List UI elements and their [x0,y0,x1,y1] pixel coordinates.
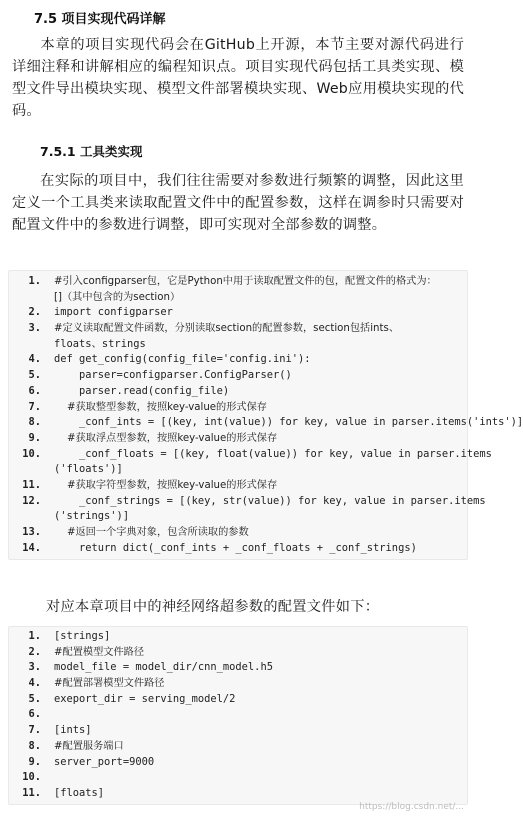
code-line [9,447,492,463]
subsection-heading: 7.5.1 工具类实现 [40,144,143,159]
intro-paragraph [12,34,464,122]
line-number: 12. [22,494,41,507]
code-line [9,290,467,306]
line-number: 3. [28,322,41,335]
code-line [9,525,467,541]
line-number: 4. [28,353,41,366]
code-line [9,645,467,661]
code-text: #获取字符型参数，按照key-value的形式保存 [54,479,278,491]
code-text: ('floats')] [54,463,123,476]
code-text: parser.read(config_file) [54,384,230,397]
code-text: #返回一个字典对象，包含所读取的参数 [54,527,249,538]
code-line [9,660,467,676]
code-line [9,692,467,708]
line-number: 6. [28,708,41,721]
code-line [9,274,467,290]
line-number: 3. [28,661,41,674]
config-intro-text: 对应本章项目中的神经网络超参数的配置文件如下： [46,599,380,615]
line-number: 5. [28,692,41,705]
config-reader-code-block [8,270,523,560]
code-line [9,676,467,692]
line-number: 6. [28,384,41,397]
line-number: 4. [28,677,41,690]
code-line [9,786,467,802]
code-line [9,707,467,723]
line-number: 13. [22,526,41,538]
code-line [9,462,467,478]
code-line [9,478,467,494]
code-text: exeport_dir = serving_model/2 [54,692,236,705]
tool-class-paragraph [12,170,464,236]
code-text: #引入configparser包，它是Python中用于读取配置文件的包，配置文件的格式为： [54,276,437,287]
code-line [9,400,467,416]
line-number: 11. [22,478,41,491]
line-number: 1. [28,630,41,642]
code-text: [ints] [54,724,92,737]
line-number: 14. [22,541,41,554]
code-text: floats、strings [54,337,146,350]
code-text: []（其中包含的为section） [54,291,181,303]
code-text: [floats] [54,786,105,799]
code-line [9,321,467,337]
code-text: #配置服务端口 [54,740,124,752]
code-line [9,509,467,525]
code-line [9,494,486,510]
code-line [9,415,523,431]
code-line [9,368,467,384]
watermark: https://blog.csdn.net/... [359,802,464,812]
line-number: 8. [28,739,41,752]
line-number: 8. [28,416,41,429]
code-line [9,352,467,368]
code-line [9,431,467,447]
code-text: #配置模型文件路径 [54,646,145,658]
intro-paragraph-text: 本章的项目实现代码会在GitHub上开源，本节主要对源代码进行详细注释和讲解相应的编程知识点。项目实现代码包括工具类实现、模型文件导出模块实现、模型文件部署模块实现、Web应用模块实现的代码。 [12,37,464,119]
code-text: #配置部署模型文件路径 [54,678,165,690]
code-text: import configparser [54,306,173,319]
code-text: _conf_strings = [(key, str(value)) for key, value in parser.items [54,494,486,507]
line-number: 1. [28,275,41,287]
line-number: 9. [28,755,41,768]
code-line [9,305,467,321]
code-line [9,755,467,771]
code-text: parser=configparser.ConfigParser() [54,369,292,382]
code-text: #获取浮点型参数，按照key-value的形式保存 [54,432,278,444]
code-line [9,541,467,557]
code-text: server_port=9000 [54,755,155,768]
code-line [9,723,467,739]
code-text: def get_config(config_file='config.ini'): [54,353,311,366]
code-line [9,739,467,755]
config-file-code-block [8,626,468,805]
code-line [9,629,467,645]
code-text: #定义读取配置文件函数，分别读取section的配置参数，section包括ints、 [54,323,400,335]
line-number: 7. [28,400,41,413]
code-line [9,770,467,786]
line-number: 9. [28,431,41,444]
line-number: 2. [28,306,41,319]
line-number: 7. [28,724,41,737]
code-text: #获取整型参数，按照key-value的形式保存 [54,401,267,413]
line-number: 2. [28,645,41,658]
code-text: _conf_ints = [(key, int(value)) for key, value in parser.items('ints')] [54,416,523,429]
line-number: 10. [22,771,41,784]
code-text: ('strings')] [54,510,130,523]
line-number: 11. [22,786,41,799]
line-number: 10. [22,447,41,460]
code-text: _conf_floats = [(key, float(value)) for key, value in parser.items [54,447,492,460]
code-line [9,384,467,400]
code-text: model_file = model_dir/cnn_model.h5 [54,661,273,674]
code-text: return dict(_conf_ints + _conf_floats + _conf_strings) [54,541,417,554]
tool-class-paragraph-text: 在实际的项目中，我们往往需要对参数进行频繁的调整，因此这里定义一个工具类来读取配置文件中的配置参数，这样在调参时只需要对配置文件中的参数进行调整，即可实现对全部参数的调整。 [12,173,464,233]
code-text: [strings] [54,630,111,642]
line-number: 5. [28,369,41,382]
code-line [9,337,467,353]
section-heading: 7.5 项目实现代码详解 [34,12,166,27]
